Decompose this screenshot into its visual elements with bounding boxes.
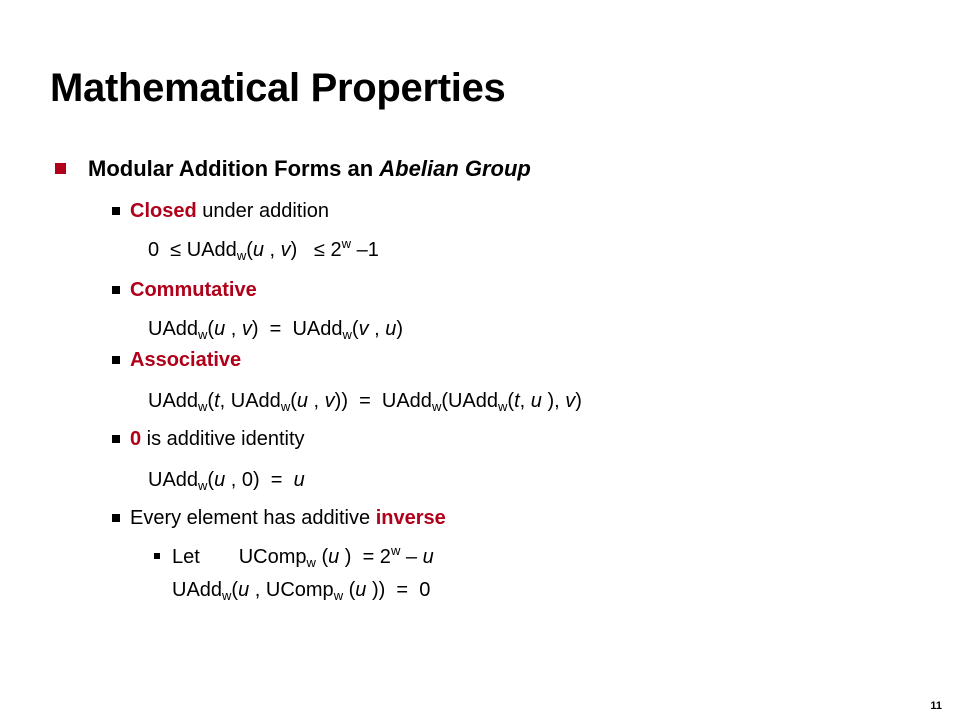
level3-bullet-icon <box>154 553 160 559</box>
page-number: 11 <box>930 700 942 712</box>
formula-commutative: UAdd$_w$(u , v) = UAdd$_w$(v , u) <box>148 318 404 342</box>
property-desc: under addition <box>196 200 330 222</box>
property-desc: Every element has additive <box>130 507 376 529</box>
level2-bullet-icon <box>112 207 120 215</box>
property-associative <box>130 348 241 372</box>
level2-bullet-icon <box>112 435 120 443</box>
level1-bullet-icon <box>55 163 66 174</box>
formula-associative: UAdd$_w$(t, UAdd$_w$(u , v)) = UAdd$_w$(UAdd$_w$(t, u ), v) <box>148 390 582 414</box>
formula-inverse-def: Let UComp$_w$ (u ) = $2^w$ – u <box>172 543 434 570</box>
main-heading <box>88 155 531 183</box>
property-name: Closed <box>130 200 197 222</box>
property-name: Associative <box>130 349 242 371</box>
property-identity <box>130 427 305 451</box>
level2-bullet-icon <box>112 514 120 522</box>
property-name: 0 <box>130 428 142 450</box>
property-desc: is additive identity <box>141 428 305 450</box>
formula-closed: 0 ≤ UAdd$_w$(u , $v) \le 2^w$ –1 <box>148 236 379 263</box>
formula-inverse-result: UAdd$_w$(u , UComp$_w$ (u )) = 0 <box>172 579 431 603</box>
property-inverse <box>130 506 446 530</box>
property-name: Commutative <box>130 279 257 301</box>
formula-identity: UAdd$_w$(u , 0) = u <box>148 469 305 493</box>
level2-bullet-icon <box>112 286 120 294</box>
heading-text: Modular Addition Forms an <box>88 156 380 181</box>
property-commutative <box>130 278 257 302</box>
property-closed <box>130 199 329 223</box>
property-name: inverse <box>375 507 446 529</box>
level2-bullet-icon <box>112 356 120 364</box>
heading-emphasis: Abelian Group <box>379 156 531 181</box>
slide-title: Mathematical Properties <box>50 66 506 110</box>
